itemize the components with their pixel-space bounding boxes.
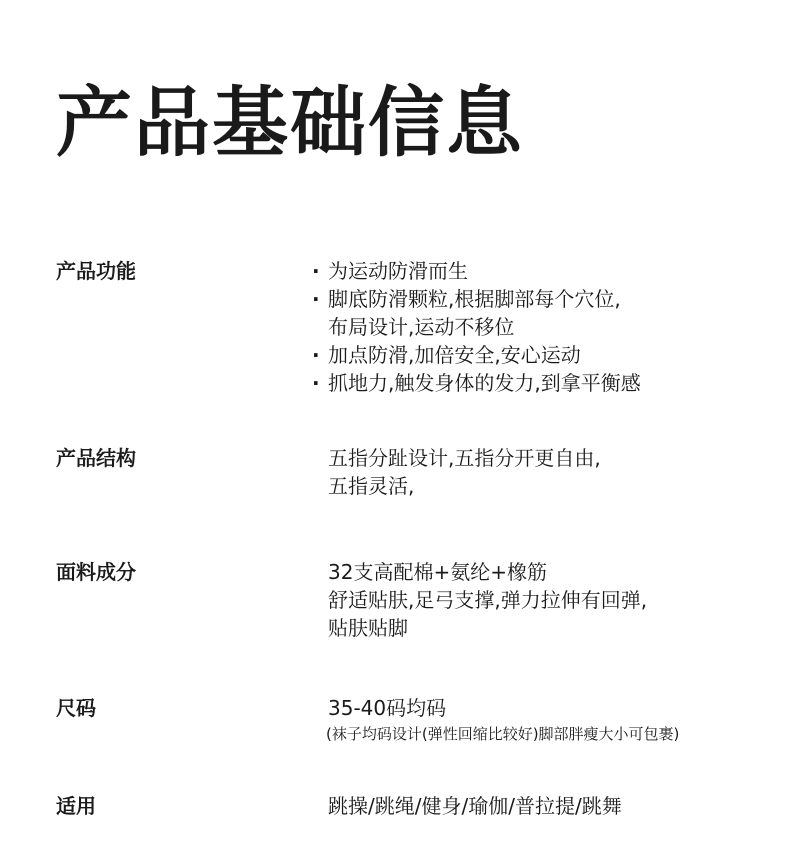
size-label: 尺码 — [56, 696, 96, 720]
material-label: 面料成分 — [56, 560, 136, 584]
function-value — [312, 257, 641, 397]
material-line-1: 32支高配棉+氨纶+橡筋 — [328, 560, 547, 584]
size-line-1: 35-40码均码 — [328, 696, 447, 720]
structure-line-1: 五指分趾设计,五指分开更自由, — [328, 446, 601, 470]
function-line-4: · 加点防滑,加倍安全,安心运动 — [312, 341, 641, 369]
size-note: (袜子均码设计(弹性回缩比较好)脚部胖瘦大小可包裹) — [326, 725, 680, 743]
usage-label: 适用 — [56, 794, 96, 818]
function-label: 产品功能 — [56, 259, 136, 283]
usage-value — [312, 792, 622, 820]
structure-line-2: 五指灵活, — [328, 474, 415, 498]
material-value — [312, 558, 647, 642]
usage-line-1: 跳操/跳绳/健身/瑜伽/普拉提/跳舞 — [328, 794, 622, 818]
function-line-1: · 为运动防滑而生 — [312, 257, 641, 285]
material-line-3: 贴肤贴脚 — [328, 616, 408, 640]
structure-label: 产品结构 — [56, 446, 136, 470]
material-line-2: 舒适贴肤,足弓支撑,弹力拉伸有回弹, — [328, 588, 648, 612]
page-title: 产品基础信息 — [56, 78, 524, 167]
function-line-2: · 脚底防滑颗粒,根据脚部每个穴位, — [312, 285, 641, 313]
function-line-5: · 抓地力,触发身体的发力,到拿平衡感 — [312, 369, 641, 397]
size-value — [312, 694, 679, 746]
function-line-3: 布局设计,运动不移位 — [328, 315, 515, 339]
structure-value — [312, 444, 601, 500]
